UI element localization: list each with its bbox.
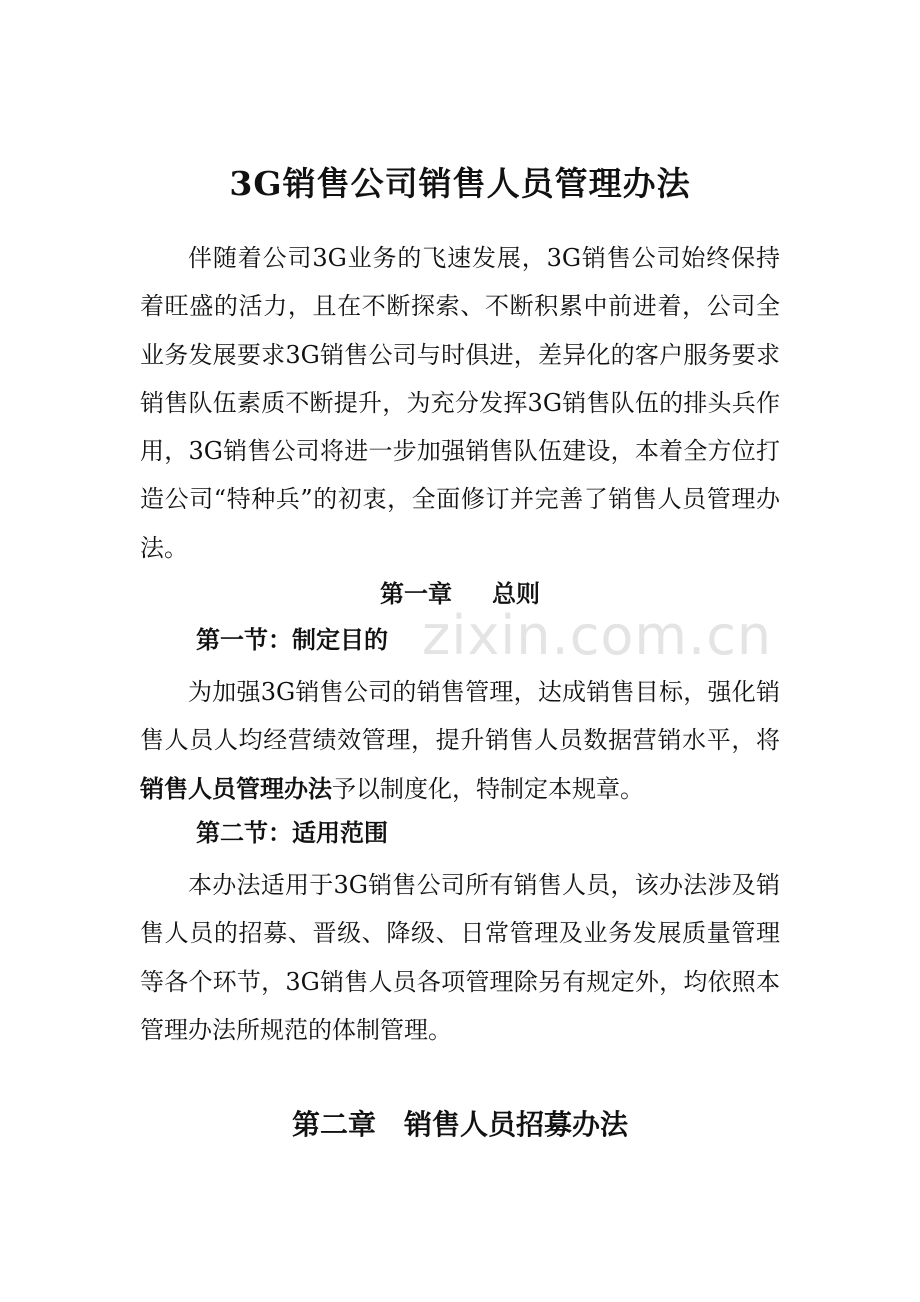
intro-paragraph: 伴随着公司3G业务的飞速发展，3G销售公司始终保持着旺盛的活力，且在不断探索、不断积累中前进着，公司全业务发展要求3G销售公司与时俱进，差异化的客户服务要求销售队伍素质不断提升，为充分发挥3G销售队伍的排头兵作用，3G销售公司将进一步加强销售队伍建设，本着全方位打造公司“特种兵”的初衷，全面修订并完善了销售人员管理办法。 [140, 244, 780, 562]
section-1-paragraph [140, 668, 780, 813]
chapter-1-heading [0, 574, 920, 614]
document-title: 3G销售公司销售人员管理办法 [229, 164, 691, 203]
chapter-2-number: 第二章 [291, 1108, 376, 1141]
section-1-text-before: 为加强3G销售公司的销售管理，达成销售目标，强化销售人员人均经营绩效管理，提升销售人员数据营销水平，将 [140, 678, 780, 755]
section-1-text-after: 予以制度化，特制定本规章。 [332, 774, 644, 803]
chapter-1-number: 第一章 [380, 579, 452, 608]
section-1-heading: 第一节：制定目的 [196, 625, 388, 654]
section-1-text-bold: 销售人员管理办法 [140, 773, 332, 803]
chapter-2-heading [0, 1102, 920, 1148]
watermark: zixin.com.cn [422, 604, 773, 667]
section-2-heading: 第二节：适用范围 [196, 818, 388, 847]
section-2-paragraph: 本办法适用于3G销售公司所有销售人员，该办法涉及销售人员的招募、晋级、降级、日常管理及业务发展质量管理等各个环节，3G销售人员各项管理除另有规定外，均依照本管理办法所规范的体制管理。 [140, 871, 780, 1044]
chapter-1-name: 总则 [492, 579, 540, 608]
chapter-2-name: 销售人员招募办法 [404, 1108, 629, 1141]
